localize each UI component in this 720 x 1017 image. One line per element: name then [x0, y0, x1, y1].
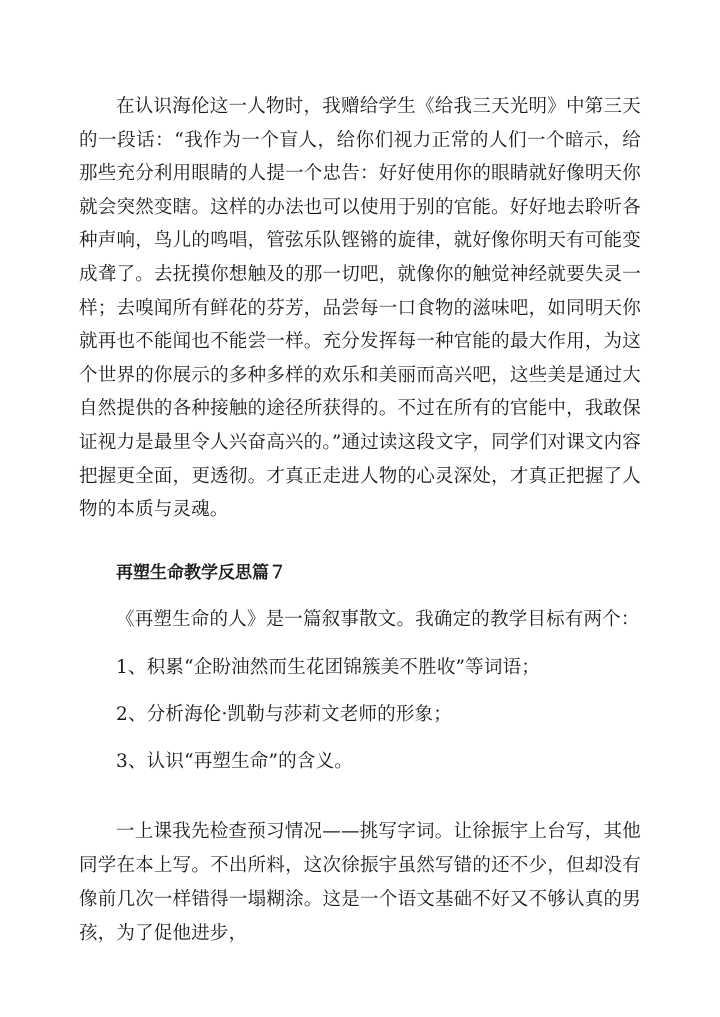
paragraph-helen-quote: 在认识海伦这一人物时，我赠给学生《给我三天光明》中第三天的一段话：“我作为一个盲人，给你们视力正常的人们一个暗示，给那些充分利用眼睛的人提一个忠告：好好使用你的眼睛就好像明天你就会突然变瞎。这样的办法也可以使用于别的官能。好好地去聆听各种声响，鸟儿的鸣唱，管弦乐队铿锵的旋律，就好像你明天有可能变成聋了。去抚摸你想触及的那一切吧，就像你的触觉神经就要失灵一样；去嗅闻所有鲜花的芬芳，品尝每一口食物的滋味吧，如同明天你就再也不能闻也不能尝一样。充分发挥每一种官能的最大作用，为这个世界的你展示的多种多样的欢乐和美丽而高兴吧，这些美是通过大自然提供的各种接触的途径所获得的。不过在所有的官能中，我敢保证视力是最里令人兴奋高兴的。”通过读这段文字，同学们对课文内容把握更全面，更透彻。才真正走进人物的心灵深处，才真正把握了人物的本质与灵魂。 [79, 96, 641, 521]
goal-item-2: 2、分析海伦·凯勒与莎莉文老师的形象； [116, 704, 452, 725]
paragraph-lesson-start: 一上课我先检查预习情况——挑写字词。让徐振宇上台写，其他同学在本上写。不出所料，这次徐振宇虽然写错的还不少，但却没有像前几次一样错得一塌糊涂。这是一个语文基础不好又不够认真的男孩，为了促他进步， [79, 821, 641, 944]
goal-item-1: 1、积累“企盼油然而生花团锦簇美不胜收”等词语； [116, 657, 540, 678]
goal-item-3: 3、认识“再塑生命”的含义。 [116, 751, 353, 772]
intro-line: 《再塑生命的人》是一篇叙事散文。我确定的教学目标有两个： [116, 609, 640, 630]
section-heading: 再塑生命教学反思篇７ [116, 563, 286, 583]
